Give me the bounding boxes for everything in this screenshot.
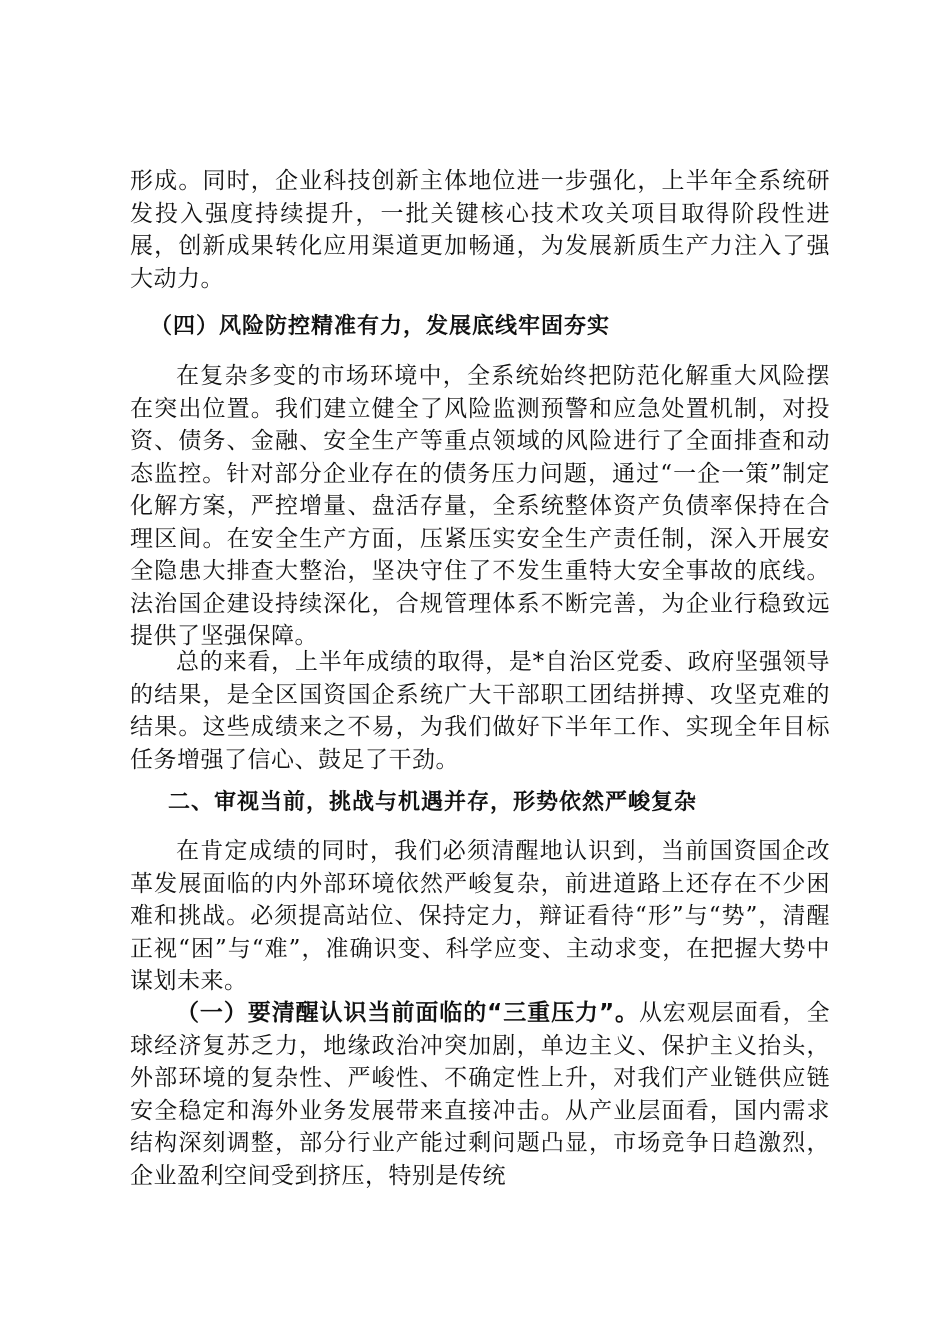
paragraph-text: 在复杂多变的市场环境中，全系统始终把防范化解重大风险摆在突出位置。我们建立健全了风险监测预警和应急处置机制，对投资、债务、金融、安全生产等重点领域的风险进行了全面排查和动态监控。针对部分企业存在的债务压力问题，通过“一企一策”制定化解方案，严控增量、盘活存量，全系统整体资产负债率保持在合理区间。在安全生产方面，压紧压实安全生产责任制，深入开展安全隐患大排查大整治，坚决守住了不发生重特大安全事故的底线。法治国企建设持续深化，合规管理体系不断完善，为企业行稳致远提供了坚强保障。 [130, 363, 830, 649]
paragraph-lead-heading: （一）要清醒认识当前面临的“三重压力”。 [176, 1000, 639, 1026]
paragraph-text [130, 997, 830, 1192]
paragraph-risk-control [130, 360, 830, 653]
paragraph-innovation-continuation [130, 165, 830, 295]
paragraph-text: 总的来看，上半年成绩的取得，是*自治区党委、政府坚强领导的结果，是全区国资国企系统广大干部职工团结拼搏、攻坚克难的结果。这些成绩来之不易，为我们做好下半年工作、实现全年目标任务增强了信心、鼓足了干劲。 [130, 649, 830, 773]
heading-text: 二、审视当前，挑战与机遇并存，形势依然严峻复杂 [168, 790, 698, 815]
heading-text: （四）风险防控精准有力，发展底线牢固夯实 [150, 314, 611, 339]
paragraph-body: 从宏观层面看，全球经济复苏乏力，地缘政治冲突加剧，单边主义、保护主义抬头，外部环境的复杂性、严峻性、不确定性上升，对我们产业链供应链安全稳定和海外业务发展带来直接冲击。从产业层面看，国内需求结构深刻调整，部分行业产能过剩问题凸显，市场竞争日趋激烈，企业盈利空间受到挤压，特别是传统 [130, 1000, 831, 1189]
section-heading-2 [168, 787, 830, 819]
paragraph-text: 在肯定成绩的同时，我们必须清醒地认识到，当前国资国企改革发展面临的内外部环境依然严峻复杂，前进道路上还存在不少困难和挑战。必须提高站位、保持定力，辩证看待“形”与“势”，清醒正视“困”与“难”，准确识变、科学应变、主动求变，在把握大势中谋划未来。 [130, 838, 830, 994]
paragraph-three-pressures [130, 997, 830, 1192]
paragraph-summary [130, 646, 830, 776]
paragraph-text: 形成。同时，企业科技创新主体地位进一步强化，上半年全系统研发投入强度持续提升，一批关键核心技术攻关项目取得阶段性进展，创新成果转化应用渠道更加畅通，为发展新质生产力注入了强大动力。 [130, 168, 830, 292]
section-heading-4 [150, 311, 830, 343]
paragraph-affirm [130, 835, 830, 998]
